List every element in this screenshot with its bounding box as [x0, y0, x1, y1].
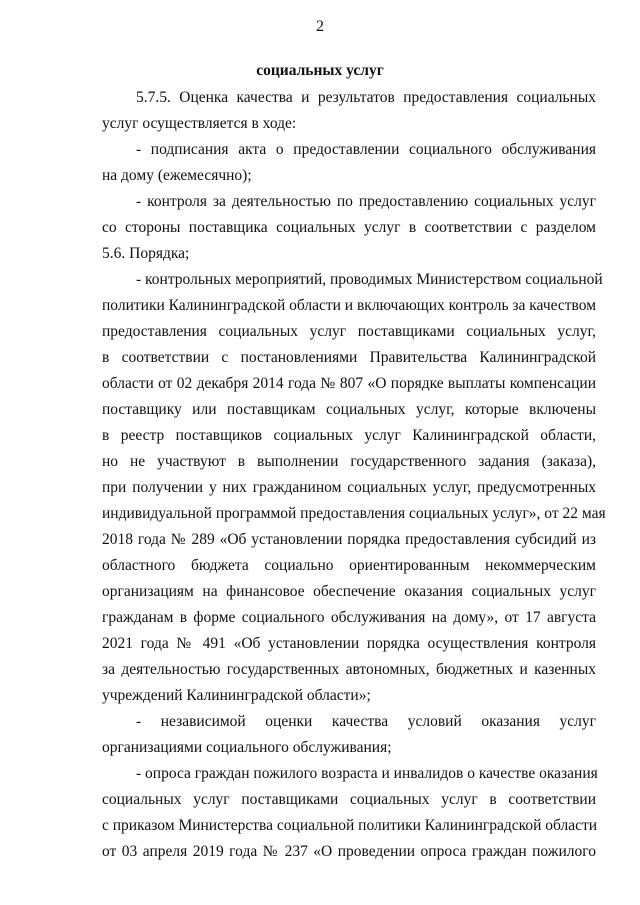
text-line: - контрольных мероприятий, проводимых Министерством социальной — [136, 271, 603, 288]
text-line: организациям на финансовое обеспечение оказания социальных услуг — [102, 583, 596, 600]
text-line: - опроса граждан пожилого возраста и инвалидов о качестве оказания — [136, 765, 598, 782]
text-line: учреждений Калининградской области»; — [102, 687, 371, 704]
text-line: областного бюджета социально ориентированным некоммерческим — [102, 557, 596, 574]
text-line: политики Калининградской области и включающих контроль за качеством — [102, 297, 597, 314]
text-line: за деятельностью государственных автономных, бюджетных и казенных — [102, 661, 596, 678]
text-line: - контроля за деятельностью по предоставлению социальных услуг — [136, 193, 596, 210]
text-line: поставщику или поставщикам социальных услуг, которые включены — [102, 401, 596, 418]
text-line: 2018 года № 289 «Об установлении порядка предоставления субсидий из — [102, 531, 596, 548]
text-line: в реестр поставщиков социальных услуг Калининградской области, — [102, 427, 596, 444]
text-line: от 03 апреля 2019 года № 237 «О проведении опроса граждан пожилого — [102, 843, 596, 860]
text-line: с приказом Министерства социальной политики Калининградской области — [102, 817, 598, 834]
text-line: области от 02 декабря 2014 года № 807 «О порядке выплаты компенсации — [102, 375, 596, 392]
text-line: социальных услуг поставщиками социальных услуг в соответствии — [102, 791, 596, 808]
text-line: на дому (ежемесячно); — [102, 167, 252, 184]
text-line: при получении у них гражданином социальных услуг, предусмотренных — [102, 479, 596, 496]
text-line: 5.7.5. Оценка качества и результатов предоставления социальных — [136, 89, 596, 106]
heading-continuation: социальных услуг — [256, 62, 384, 79]
text-line: 2021 года № 491 «Об установлении порядка осуществления контроля — [102, 635, 596, 652]
page-number: 2 — [316, 18, 324, 35]
text-line: индивидуальной программой предоставления социальных услуг», от 22 мая — [102, 505, 606, 522]
text-line: 5.6. Порядка; — [102, 245, 190, 262]
text-line: предоставления социальных услуг поставщиками социальных услуг, — [102, 323, 596, 340]
text-line: гражданам в форме социального обслуживания на дому», от 17 августа — [102, 609, 596, 626]
text-line: со стороны поставщика социальных услуг в соответствии с разделом — [102, 219, 596, 236]
text-line: - независимой оценки качества условий оказания услуг — [136, 713, 596, 730]
text-line: организациями социального обслуживания; — [102, 739, 392, 756]
text-line: в соответствии с постановлениями Правительства Калининградской — [102, 349, 596, 366]
text-line: услуг осуществляется в ходе: — [102, 115, 297, 132]
text-line: но не участвуют в выполнении государственного задания (заказа), — [102, 453, 596, 470]
text-line: - подписания акта о предоставлении социального обслуживания — [136, 141, 596, 158]
